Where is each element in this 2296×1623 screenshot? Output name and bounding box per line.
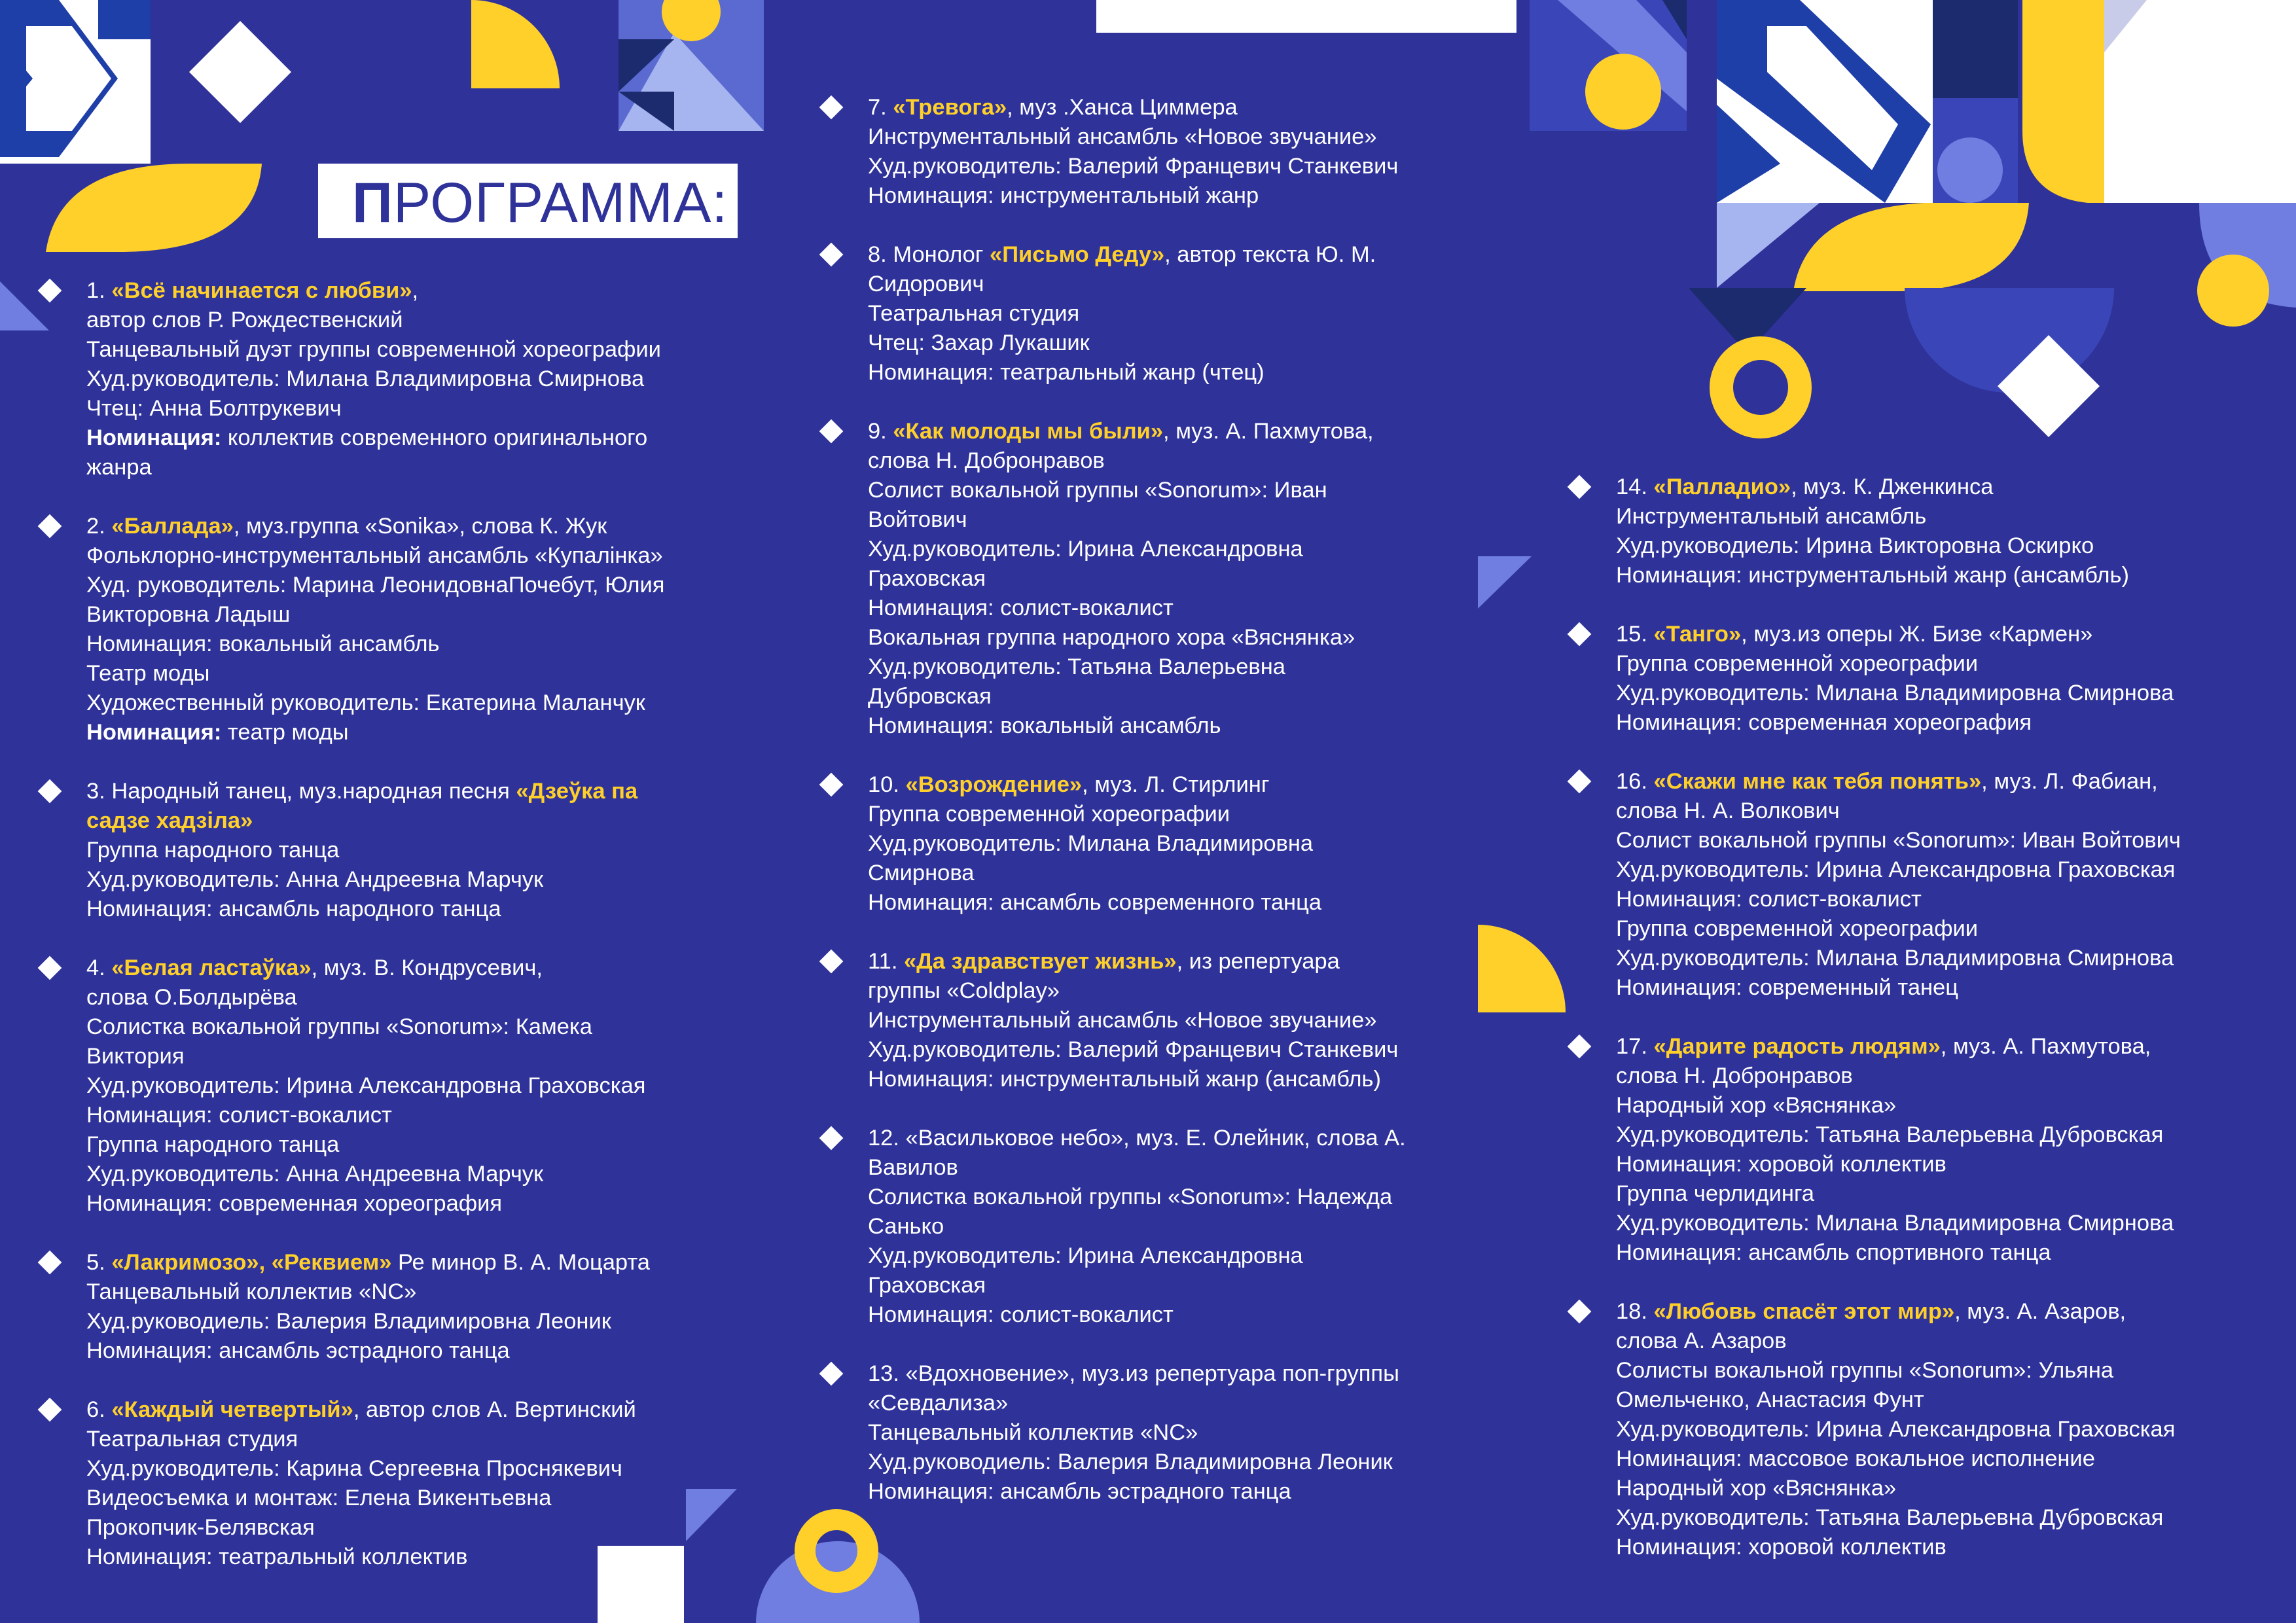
text-segment: 17. — [1616, 1034, 1654, 1059]
program-line — [86, 1513, 665, 1543]
program-line — [1616, 1209, 2181, 1238]
text-segment: Номинация: ансамбль народного танца — [86, 897, 501, 921]
program-line — [868, 1183, 1406, 1212]
text-segment: 14. — [1616, 474, 1654, 499]
work-title: «Каждый четвертый» — [111, 1397, 353, 1422]
program-line — [86, 895, 665, 924]
text-segment: Худ.руководитель: Ирина Александровна Граховская — [1616, 1417, 2176, 1442]
text-segment: Танцевальный дуэт группы современной хореографии — [86, 337, 661, 362]
program-item — [1577, 1297, 2181, 1562]
text-segment: 8. Монолог — [868, 242, 990, 267]
text-segment: Номинация: солист-вокалист — [868, 596, 1174, 620]
text-segment: Номинация: современная хореография — [86, 1191, 503, 1216]
work-title: «Любовь спасёт этот мир» — [1653, 1299, 1955, 1324]
program-item — [829, 417, 1406, 741]
text-segment: Худ.руководитель: Анна Андреевна Марчук — [86, 867, 544, 892]
text-segment: Худ.руководитель: Милана Владимировна Смирнова — [1616, 681, 2174, 705]
corner-tile-top-left — [0, 0, 151, 164]
program-line — [868, 93, 1406, 122]
text-segment: Чтец: Анна Болтрукевич — [86, 396, 342, 421]
text-segment: Номинация: вокальный ансамбль — [868, 713, 1221, 738]
program-line — [86, 512, 665, 541]
program-line — [86, 1101, 665, 1130]
text-segment: 5. — [86, 1250, 112, 1275]
program-line — [868, 947, 1406, 976]
program-line — [868, 829, 1406, 859]
text-segment: Худ.руководитель: Валерий Францевич Станкевич — [868, 1037, 1399, 1062]
yellow-quarter-circle-mid — [1478, 925, 1566, 1012]
program-line — [1616, 620, 2181, 649]
program-line — [1616, 1444, 2181, 1474]
text-segment: Ре минор В. А. Моцарта — [391, 1250, 650, 1275]
program-line — [86, 777, 665, 806]
yellow-leaf-left — [46, 164, 262, 252]
program-line — [868, 770, 1406, 800]
text-segment: слова Н. Добронравов — [868, 448, 1105, 473]
text-segment: Группа народного танца — [86, 838, 340, 863]
text-segment: , из репертуара — [1176, 949, 1340, 974]
program-line — [86, 954, 665, 983]
work-title: «Белая ластаўка» — [111, 955, 312, 980]
triangle-mid-light — [1478, 556, 1532, 609]
program-line — [1616, 649, 2181, 679]
program-line — [86, 394, 665, 423]
program-line — [868, 181, 1406, 211]
yellow-circle-right — [2197, 255, 2269, 327]
program-line — [868, 446, 1406, 476]
program-line — [868, 358, 1406, 387]
title-first-letter: П — [352, 171, 393, 234]
text-segment: Худ.руководитель: Милана Владимировна Смирнова — [1616, 946, 2174, 971]
work-title: «Скажи мне как тебя понять» — [1653, 769, 1982, 794]
text-segment: Солисты вокальной группы «Sonorum»: Ульяна — [1616, 1358, 2114, 1383]
text-segment: Омельченко, Анастасия Фунт — [1616, 1387, 1924, 1412]
text-segment: , муз. В. Кондрусевич, — [311, 955, 543, 980]
text-segment: Виктория — [86, 1044, 185, 1069]
program-line — [86, 600, 665, 630]
program-line — [1616, 502, 2181, 531]
program-line — [86, 718, 665, 747]
text-segment: 7. — [868, 95, 893, 120]
program-column-3 — [1577, 473, 2181, 1562]
program-item — [829, 947, 1406, 1094]
program-line — [868, 1477, 1406, 1507]
program-item — [829, 1124, 1406, 1330]
bold-label: Номинация: — [86, 720, 222, 745]
text-segment: 12. «Васильковое небо», муз. Е. Олейник, слова А. — [868, 1126, 1406, 1150]
program-line — [86, 806, 665, 836]
text-segment: 15. — [1616, 622, 1654, 647]
text-segment: Худ.руководиель: Валерия Владимировна Леоник — [86, 1309, 611, 1334]
program-line — [1616, 1297, 2181, 1327]
program-item — [1577, 1032, 2181, 1268]
text-segment: Худ.руководитель: Валерий Францевич Станкевич — [868, 154, 1399, 179]
text-segment: Худ.руководитель: Ирина Александровна Граховская — [86, 1073, 646, 1098]
text-segment: Номинация: вокальный ансамбль — [86, 632, 440, 656]
program-line — [868, 1448, 1406, 1477]
text-segment: Номинация: ансамбль эстрадного танца — [868, 1479, 1291, 1504]
program-item — [47, 512, 665, 747]
text-segment: Группа современной хореографии — [868, 802, 1230, 827]
corner-tile-top-center — [619, 0, 764, 131]
title-box — [318, 164, 738, 238]
program-item — [1577, 620, 2181, 738]
program-column-1 — [47, 276, 665, 1572]
program-line — [86, 836, 665, 865]
text-segment: 3. Народный танец, муз.народная песня — [86, 779, 516, 804]
text-segment: 10. — [868, 772, 906, 797]
text-segment: , муз. А. Пахмутова, — [1163, 419, 1374, 444]
text-segment: Викторовна Ладыш — [86, 602, 291, 627]
program-item — [47, 954, 665, 1219]
program-line — [868, 299, 1406, 329]
program-item — [829, 240, 1406, 387]
program-line — [86, 688, 665, 718]
program-line — [868, 1065, 1406, 1094]
program-line — [868, 152, 1406, 181]
program-line — [1616, 973, 2181, 1003]
text-segment: Видеосъемка и монтаж: Елена Викентьевна — [86, 1486, 552, 1510]
text-segment: Граховская — [868, 1273, 986, 1298]
text-segment: Театральная студия — [86, 1427, 298, 1452]
program-line — [868, 1300, 1406, 1330]
program-line — [1616, 1327, 2181, 1356]
program-line — [1616, 1415, 2181, 1444]
diamond-top-left — [189, 21, 291, 123]
program-line — [868, 1271, 1406, 1300]
text-segment: Инструментальный ансамбль — [1616, 504, 1927, 529]
text-segment: , муз. Л. Стирлинг — [1082, 772, 1270, 797]
text-segment: Санько — [868, 1214, 944, 1239]
text-segment: , муз.из оперы Ж. Бизе «Кармен» — [1741, 622, 2093, 647]
program-line — [86, 1336, 665, 1366]
text-segment: Инструментальный ансамбль «Новое звучание» — [868, 124, 1377, 149]
program-line — [868, 1153, 1406, 1183]
program-line — [868, 711, 1406, 741]
text-segment: Прокопчик-Белявская — [86, 1515, 315, 1540]
text-segment: Номинация: хоровой коллектив — [1616, 1535, 1946, 1560]
text-segment: Группа черлидинга — [1616, 1181, 1814, 1206]
program-line — [868, 888, 1406, 918]
program-line — [868, 682, 1406, 711]
text-segment: , муз. А. Азаров, — [1954, 1299, 2126, 1324]
text-segment: слова А. Азаров — [1616, 1329, 1787, 1353]
yellow-quarter-circle-top — [471, 0, 560, 88]
program-line — [868, 1241, 1406, 1271]
program-line — [86, 335, 665, 365]
text-segment: Номинация: театральный коллектив — [86, 1544, 468, 1569]
text-segment: 13. «Вдохновение», муз.из репертуара поп-группы — [868, 1361, 1399, 1386]
program-item — [829, 770, 1406, 918]
text-segment: Чтец: Захар Лукашик — [868, 330, 1090, 355]
program-line — [86, 1307, 665, 1336]
program-item — [1577, 767, 2181, 1003]
program-line — [868, 476, 1406, 505]
text-segment: «Севдализа» — [868, 1391, 1009, 1416]
program-line — [868, 976, 1406, 1006]
text-segment: Солист вокальной группы «Sonorum»: Иван — [868, 478, 1327, 503]
text-segment: группы «Coldplay» — [868, 978, 1060, 1003]
yellow-leaf-right — [1793, 203, 2029, 291]
program-line — [1616, 1091, 2181, 1120]
page-title — [352, 171, 728, 234]
program-line — [1616, 1474, 2181, 1503]
program-item — [47, 777, 665, 924]
program-line — [868, 564, 1406, 594]
program-line — [86, 1277, 665, 1307]
text-segment: Худ.руководиель: Ирина Викторовна Оскирко — [1616, 533, 2094, 558]
program-line — [1616, 708, 2181, 738]
program-line — [86, 1425, 665, 1454]
program-line — [1616, 767, 2181, 796]
program-line — [868, 329, 1406, 358]
text-segment: слова Н. А. Волкович — [1616, 798, 1840, 823]
text-segment: Солистка вокальной группы «Sonorum»: Камека — [86, 1014, 592, 1039]
text-segment: Инструментальный ансамбль «Новое звучание» — [868, 1008, 1377, 1033]
text-segment: театр моды — [221, 720, 349, 745]
program-line — [868, 122, 1406, 152]
program-line — [1616, 1385, 2181, 1415]
program-line — [1616, 914, 2181, 944]
text-segment: Худ.руководитель: Милана Владимировна — [868, 831, 1314, 856]
work-title: «Да здравствует жизнь» — [903, 949, 1177, 974]
program-line — [86, 630, 665, 659]
text-segment: Худ.руководитель: Карина Сергеевна Проснякевич — [86, 1456, 622, 1481]
work-title: «Возрождение» — [905, 772, 1083, 797]
program-line — [868, 1389, 1406, 1418]
program-line — [86, 453, 665, 482]
text-segment: , муз. К. Дженкинса — [1791, 474, 1994, 499]
work-title: «Всё начинается с любви» — [111, 278, 412, 303]
program-line — [868, 535, 1406, 564]
text-segment: Дубровская — [868, 684, 992, 709]
program-item — [47, 1395, 665, 1572]
text-segment: 16. — [1616, 769, 1654, 794]
text-segment: Худ. руководитель: Марина ЛеонидовнаПочебут, Юлия — [86, 573, 665, 597]
program-item — [47, 1248, 665, 1366]
text-segment: коллектив современного оригинального — [221, 425, 648, 450]
text-segment: Театр моды — [86, 661, 210, 686]
program-line — [86, 276, 665, 306]
program-line — [86, 306, 665, 335]
program-line — [868, 594, 1406, 623]
text-segment: Театральная студия — [868, 301, 1080, 326]
text-segment: Вавилов — [868, 1155, 958, 1180]
program-line — [1616, 531, 2181, 561]
text-segment: Группа современной хореографии — [1616, 651, 1979, 676]
work-title: «Палладио» — [1653, 474, 1791, 499]
text-segment: Вокальная группа народного хора «Вяснянка» — [868, 625, 1355, 650]
program-line — [868, 1212, 1406, 1241]
program-line — [86, 865, 665, 895]
text-segment: Фольклорно-инструментальный ансамбль «Купалінка» — [86, 543, 663, 568]
text-segment: Номинация: ансамбль современного танца — [868, 890, 1322, 915]
program-line — [868, 417, 1406, 446]
program-line — [1616, 885, 2181, 914]
program-line — [1616, 473, 2181, 502]
text-segment: , муз .Ханса Циммера — [1007, 95, 1238, 120]
program-line — [868, 859, 1406, 888]
work-title: «Тревога» — [893, 95, 1007, 120]
program-line — [86, 1042, 665, 1071]
work-title: «Письмо Деду» — [990, 242, 1165, 267]
text-segment: Номинация: театральный жанр (чтец) — [868, 360, 1265, 385]
text-segment: Худ.руководитель: Анна Андреевна Марчук — [86, 1162, 544, 1186]
text-segment: Худ.руководитель: Татьяна Валерьевна Дубровская — [1616, 1122, 2164, 1147]
program-line — [86, 1454, 665, 1484]
text-segment: Худ.руководитель: Ирина Александровна Граховская — [1616, 857, 2176, 882]
work-title: «Танго» — [1653, 622, 1742, 647]
program-line — [1616, 855, 2181, 885]
text-segment: слова Н. Добронравов — [1616, 1063, 1853, 1088]
text-segment: Номинация: солист-вокалист — [1616, 887, 1922, 912]
text-segment: , автор текста Ю. М. — [1164, 242, 1376, 267]
program-line — [868, 800, 1406, 829]
program-line — [1616, 1150, 2181, 1179]
program-line — [86, 659, 665, 688]
program-line — [1616, 1061, 2181, 1091]
work-title: садзе хадзіла» — [86, 808, 253, 833]
program-line — [868, 1006, 1406, 1035]
program-line — [868, 1418, 1406, 1448]
program-line — [1616, 826, 2181, 855]
text-segment: Худ.руководитель: Ирина Александровна — [868, 1243, 1303, 1268]
text-segment: Солистка вокальной группы «Sonorum»: Надежда — [868, 1185, 1393, 1209]
text-segment: 9. — [868, 419, 893, 444]
program-line — [86, 983, 665, 1012]
program-line — [86, 1395, 665, 1425]
text-segment: Смирнова — [868, 861, 975, 885]
program-line — [86, 365, 665, 394]
text-segment: , муз.группа «Sonika», слова К. Жук — [233, 514, 607, 539]
text-segment: , муз. Л. Фабиан, — [1981, 769, 2158, 794]
text-segment: автор слов Р. Рождественский — [86, 308, 403, 332]
program-item — [1577, 473, 2181, 590]
program-line — [1616, 1032, 2181, 1061]
program-line — [1616, 1503, 2181, 1533]
program-line — [868, 1035, 1406, 1065]
program-line — [1616, 561, 2181, 590]
text-segment: Худ.руководитель: Милана Владимировна Смирнова — [86, 366, 645, 391]
program-line — [86, 1248, 665, 1277]
cluster-top-right — [1530, 0, 2296, 203]
program-line — [868, 270, 1406, 299]
program-line — [1616, 1179, 2181, 1209]
program-line — [86, 541, 665, 571]
program-line — [868, 505, 1406, 535]
program-line — [1616, 796, 2181, 826]
program-line — [1616, 944, 2181, 973]
program-line — [868, 1124, 1406, 1153]
triangle-bottom-left — [686, 1489, 737, 1541]
program-item — [47, 276, 665, 482]
text-segment: Худ.руководитель: Татьяна Валерьевна — [868, 654, 1285, 679]
text-segment: 2. — [86, 514, 112, 539]
text-segment: Номинация: солист-вокалист — [86, 1103, 392, 1128]
work-title: «Дарите радость людям» — [1653, 1034, 1941, 1059]
program-column-2 — [829, 93, 1406, 1507]
text-segment: Номинация: современный танец — [1616, 975, 1959, 1000]
program-line — [1616, 1533, 2181, 1562]
text-segment: Номинация: инструментальный жанр — [868, 183, 1259, 208]
program-line — [86, 1543, 665, 1572]
program-line — [86, 1071, 665, 1101]
program-line — [86, 423, 665, 453]
program-line — [86, 1012, 665, 1042]
text-segment: Группа народного танца — [86, 1132, 340, 1157]
text-segment: Худ.руководитель: Милана Владимировна Смирнова — [1616, 1211, 2174, 1236]
text-segment: Худ.руководитель: Ирина Александровна — [868, 537, 1303, 562]
text-segment: Номинация: инструментальный жанр (ансамбль) — [1616, 563, 2130, 588]
program-line — [1616, 1238, 2181, 1268]
text-segment: Худ.руководиель: Валерия Владимировна Леоник — [868, 1450, 1393, 1474]
program-line — [86, 1130, 665, 1160]
program-line — [1616, 1120, 2181, 1150]
program-line — [1616, 1356, 2181, 1385]
work-title: «Лакримозо», «Реквием» — [111, 1250, 392, 1275]
text-segment: Номинация: инструментальный жанр (ансамбль) — [868, 1067, 1382, 1092]
program-item — [829, 93, 1406, 211]
program-line — [86, 1160, 665, 1189]
text-segment: , муз. А. Пахмутова, — [1940, 1034, 2151, 1059]
text-segment: Солист вокальной группы «Sonorum»: Иван Войтович — [1616, 828, 2181, 853]
text-segment: 6. — [86, 1397, 112, 1422]
text-segment: 18. — [1616, 1299, 1654, 1324]
work-title: «Баллада» — [111, 514, 234, 539]
text-segment: Сидорович — [868, 272, 984, 296]
text-segment: Танцевальный коллектив «NC» — [868, 1420, 1198, 1445]
text-segment: Художественный руководитель: Екатерина Маланчук — [86, 690, 645, 715]
text-segment: Танцевальный коллектив «NC» — [86, 1279, 417, 1304]
program-line — [86, 1484, 665, 1513]
text-segment: жанра — [86, 455, 152, 480]
text-segment: Номинация: солист-вокалист — [868, 1302, 1174, 1327]
text-segment: Номинация: ансамбль спортивного танца — [1616, 1240, 2051, 1265]
text-segment: Номинация: массовое вокальное исполнение — [1616, 1446, 2095, 1471]
text-segment: Номинация: хоровой коллектив — [1616, 1152, 1946, 1177]
title-rest: РОГРАММА: — [393, 171, 728, 234]
white-bar-top-center — [1096, 0, 1516, 33]
program-line — [86, 1189, 665, 1219]
text-segment: 1. — [86, 278, 112, 303]
program-line — [86, 571, 665, 600]
program-line — [868, 623, 1406, 652]
text-segment: 11. — [868, 949, 904, 974]
text-segment: слова О.Болдырёва — [86, 985, 297, 1010]
text-segment: , — [412, 278, 419, 303]
text-segment: Народный хор «Вяснянка» — [1616, 1476, 1897, 1501]
text-segment: Номинация: ансамбль эстрадного танца — [86, 1338, 510, 1363]
text-segment: Войтович — [868, 507, 967, 532]
program-line — [868, 652, 1406, 682]
work-title: «Как молоды мы были» — [893, 419, 1164, 444]
text-segment: Группа современной хореографии — [1616, 916, 1979, 941]
text-segment: Народный хор «Вяснянка» — [1616, 1093, 1897, 1118]
program-line — [868, 240, 1406, 270]
text-segment: Граховская — [868, 566, 986, 591]
text-segment: 4. — [86, 955, 112, 980]
text-segment: Худ.руководитель: Татьяна Валерьевна Дубровская — [1616, 1505, 2164, 1530]
work-title: «Дзеўка па — [516, 779, 638, 804]
text-segment: Номинация: современная хореография — [1616, 710, 2032, 735]
program-line — [868, 1359, 1406, 1389]
bold-label: Номинация: — [86, 425, 222, 450]
text-segment: , автор слов А. Вертинский — [353, 1397, 636, 1422]
program-item — [829, 1359, 1406, 1507]
program-line — [1616, 679, 2181, 708]
yellow-ring-right — [1721, 348, 1800, 427]
